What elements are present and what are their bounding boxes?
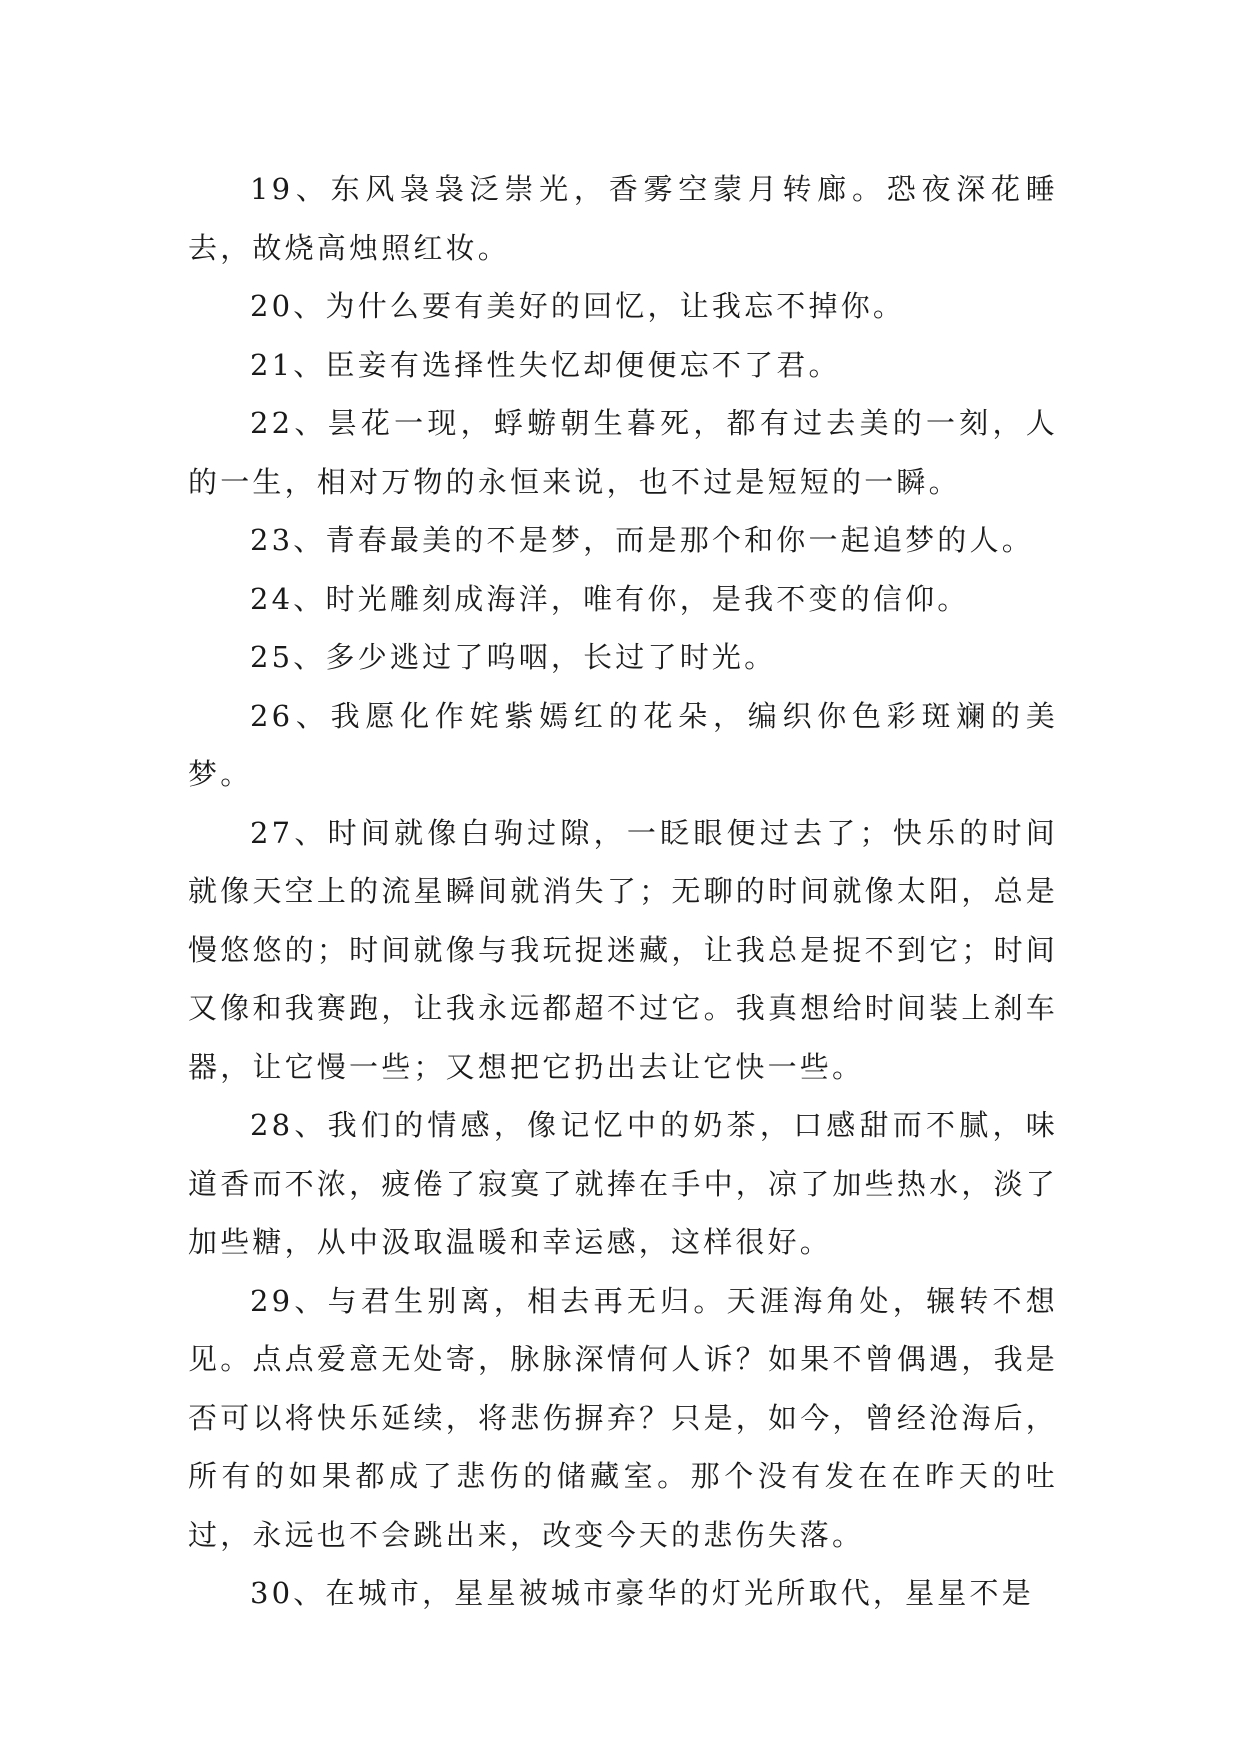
paragraph-21: 21、臣妾有选择性失忆却便便忘不了君。 — [250, 347, 841, 382]
paragraph-29: 29、与君生别离，相去再无归。天涯海角处，辗转不想见。点点爱意无处寄，脉脉深情何人诉？如果不曾偶遇，我是否可以将快乐延续，将悲伤摒弃？只是，如今，曾经沧海后，所有的如果都成了悲伤的储藏室。那个没有发在在昨天的吐过，永远也不会跳出来，改变今天的悲伤失落。 — [188, 1283, 1058, 1552]
paragraph-26: 26、我愿化作姹紫嫣红的花朵，编织你色彩斑斓的美梦。 — [188, 698, 1058, 791]
paragraph-27: 27、时间就像白驹过隙，一眨眼便过去了；快乐的时间就像天空上的流星瞬间就消失了；无聊的时间就像太阳，总是慢悠悠的；时间就像与我玩捉迷藏，让我总是捉不到它；时间又像和我赛跑，让我永远都超不过它。我真想给时间装上刹车器，让它慢一些；又想把它扔出去让它快一些。 — [188, 815, 1058, 1084]
paragraph-23: 23、青春最美的不是梦，而是那个和你一起追梦的人。 — [250, 523, 1034, 557]
paragraph-22: 22、昙花一现，蜉蝣朝生暮死，都有过去美的一刻，人的一生，相对万物的永恒来说，也不过是短短的一瞬。 — [188, 406, 1058, 499]
paragraph-24: 24、时光雕刻成海洋，唯有你，是我不变的信仰。 — [250, 581, 970, 616]
document-body — [188, 160, 1058, 1623]
paragraph-25: 25、多少逃过了呜咽，长过了时光。 — [250, 640, 777, 674]
paragraph-28: 28、我们的情感，像记忆中的奶茶，口感甜而不腻，味道香而不浓，疲倦了寂寞了就捧在手中，凉了加些热水，淡了加些糖，从中汲取温暖和幸运感，这样很好。 — [188, 1108, 1058, 1259]
paragraph-20: 20、为什么要有美好的回忆，让我忘不掉你。 — [250, 289, 906, 323]
paragraph-30: 30、在城市，星星被城市豪华的灯光所取代，星星不是 — [250, 1576, 1034, 1610]
paragraph-19: 19、东风袅袅泛崇光，香雾空蒙月转廊。恐夜深花睡去，故烧高烛照红妆。 — [188, 172, 1058, 265]
